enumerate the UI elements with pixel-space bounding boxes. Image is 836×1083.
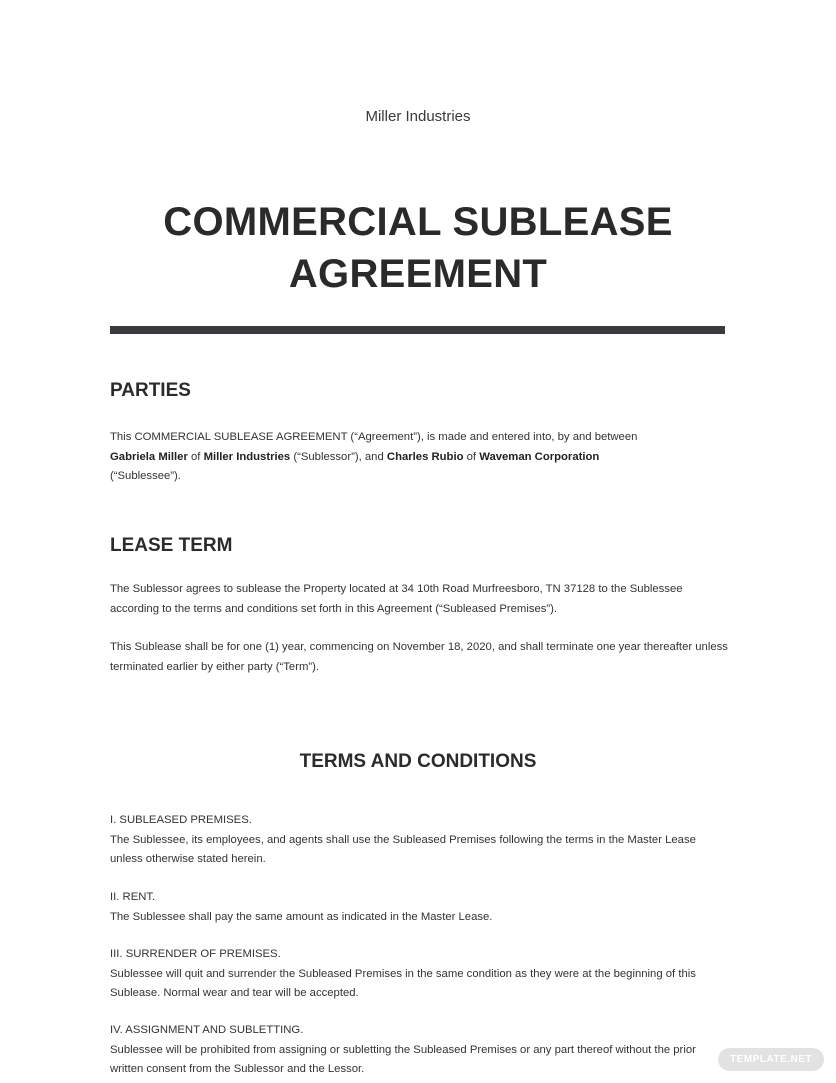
parties-paragraph [110,428,730,487]
of-text: of [191,450,201,463]
sublessee-name: Charles Rubio [386,450,464,463]
of-text: of [466,450,477,463]
lease-term-paragraph-2: This Sublease shall be for one (1) year, commencing on November 18, 2020, and shall terminate one year thereafter unless terminated earlier by either party (“Term”). [110,641,728,673]
title-divider [110,326,725,334]
document-title: COMMERCIAL SUBLEASE AGREEMENT [163,200,673,296]
sublessor-name: Gabriela Miller [110,450,188,463]
clause-item [110,1021,730,1080]
template-watermark: TEMPLATE.NET [718,1048,824,1071]
sublessor-role: (“Sublessor”), and [293,450,384,463]
clause-title: III. SURRENDER OF PREMISES. [110,948,281,960]
clause-item [110,945,730,1004]
sublessee-role: (“Sublessee”). [110,470,181,482]
lease-term-paragraph-1: The Sublessor agrees to sublease the Property located at 34 10th Road Murfreesboro, TN 37128 to the Sublessee according to the terms and conditions set forth in this Agreement (“Subleased Premises”). [110,583,683,615]
terms-heading: TERMS AND CONDITIONS [299,751,537,772]
company-name: Miller Industries [365,108,471,125]
clause-title: IV. ASSIGNMENT AND SUBLETTING. [110,1024,304,1036]
clause-item [110,811,730,870]
clause-text: Sublessee will quit and surrender the Subleased Premises in the same condition as they were at the beginning of this Sublease. Normal wear and tear will be accepted. [110,967,696,999]
clause-item [110,888,730,927]
parties-heading: PARTIES [110,380,191,401]
clause-text: Sublessee will be prohibited from assigning or subletting the Subleased Premises or any part thereof without the prior written consent from the Sublessor and the Lessor. [110,1043,696,1075]
lease-term-heading: LEASE TERM [110,535,233,556]
clause-text: The Sublessee, its employees, and agents shall use the Subleased Premises following the terms in the Master Lease unless otherwise stated herein. [110,833,696,865]
clause-title: I. SUBLEASED PREMISES. [110,814,252,826]
clause-title: II. RENT. [110,891,156,903]
sublessee-company: Waveman Corporation [479,450,600,463]
clause-text: The Sublessee shall pay the same amount as indicated in the Master Lease. [110,910,493,923]
parties-intro-text: This COMMERCIAL SUBLEASE AGREEMENT (“Agreement”), is made and entered into, by and between [110,431,638,443]
sublessor-company: Miller Industries [203,450,291,463]
